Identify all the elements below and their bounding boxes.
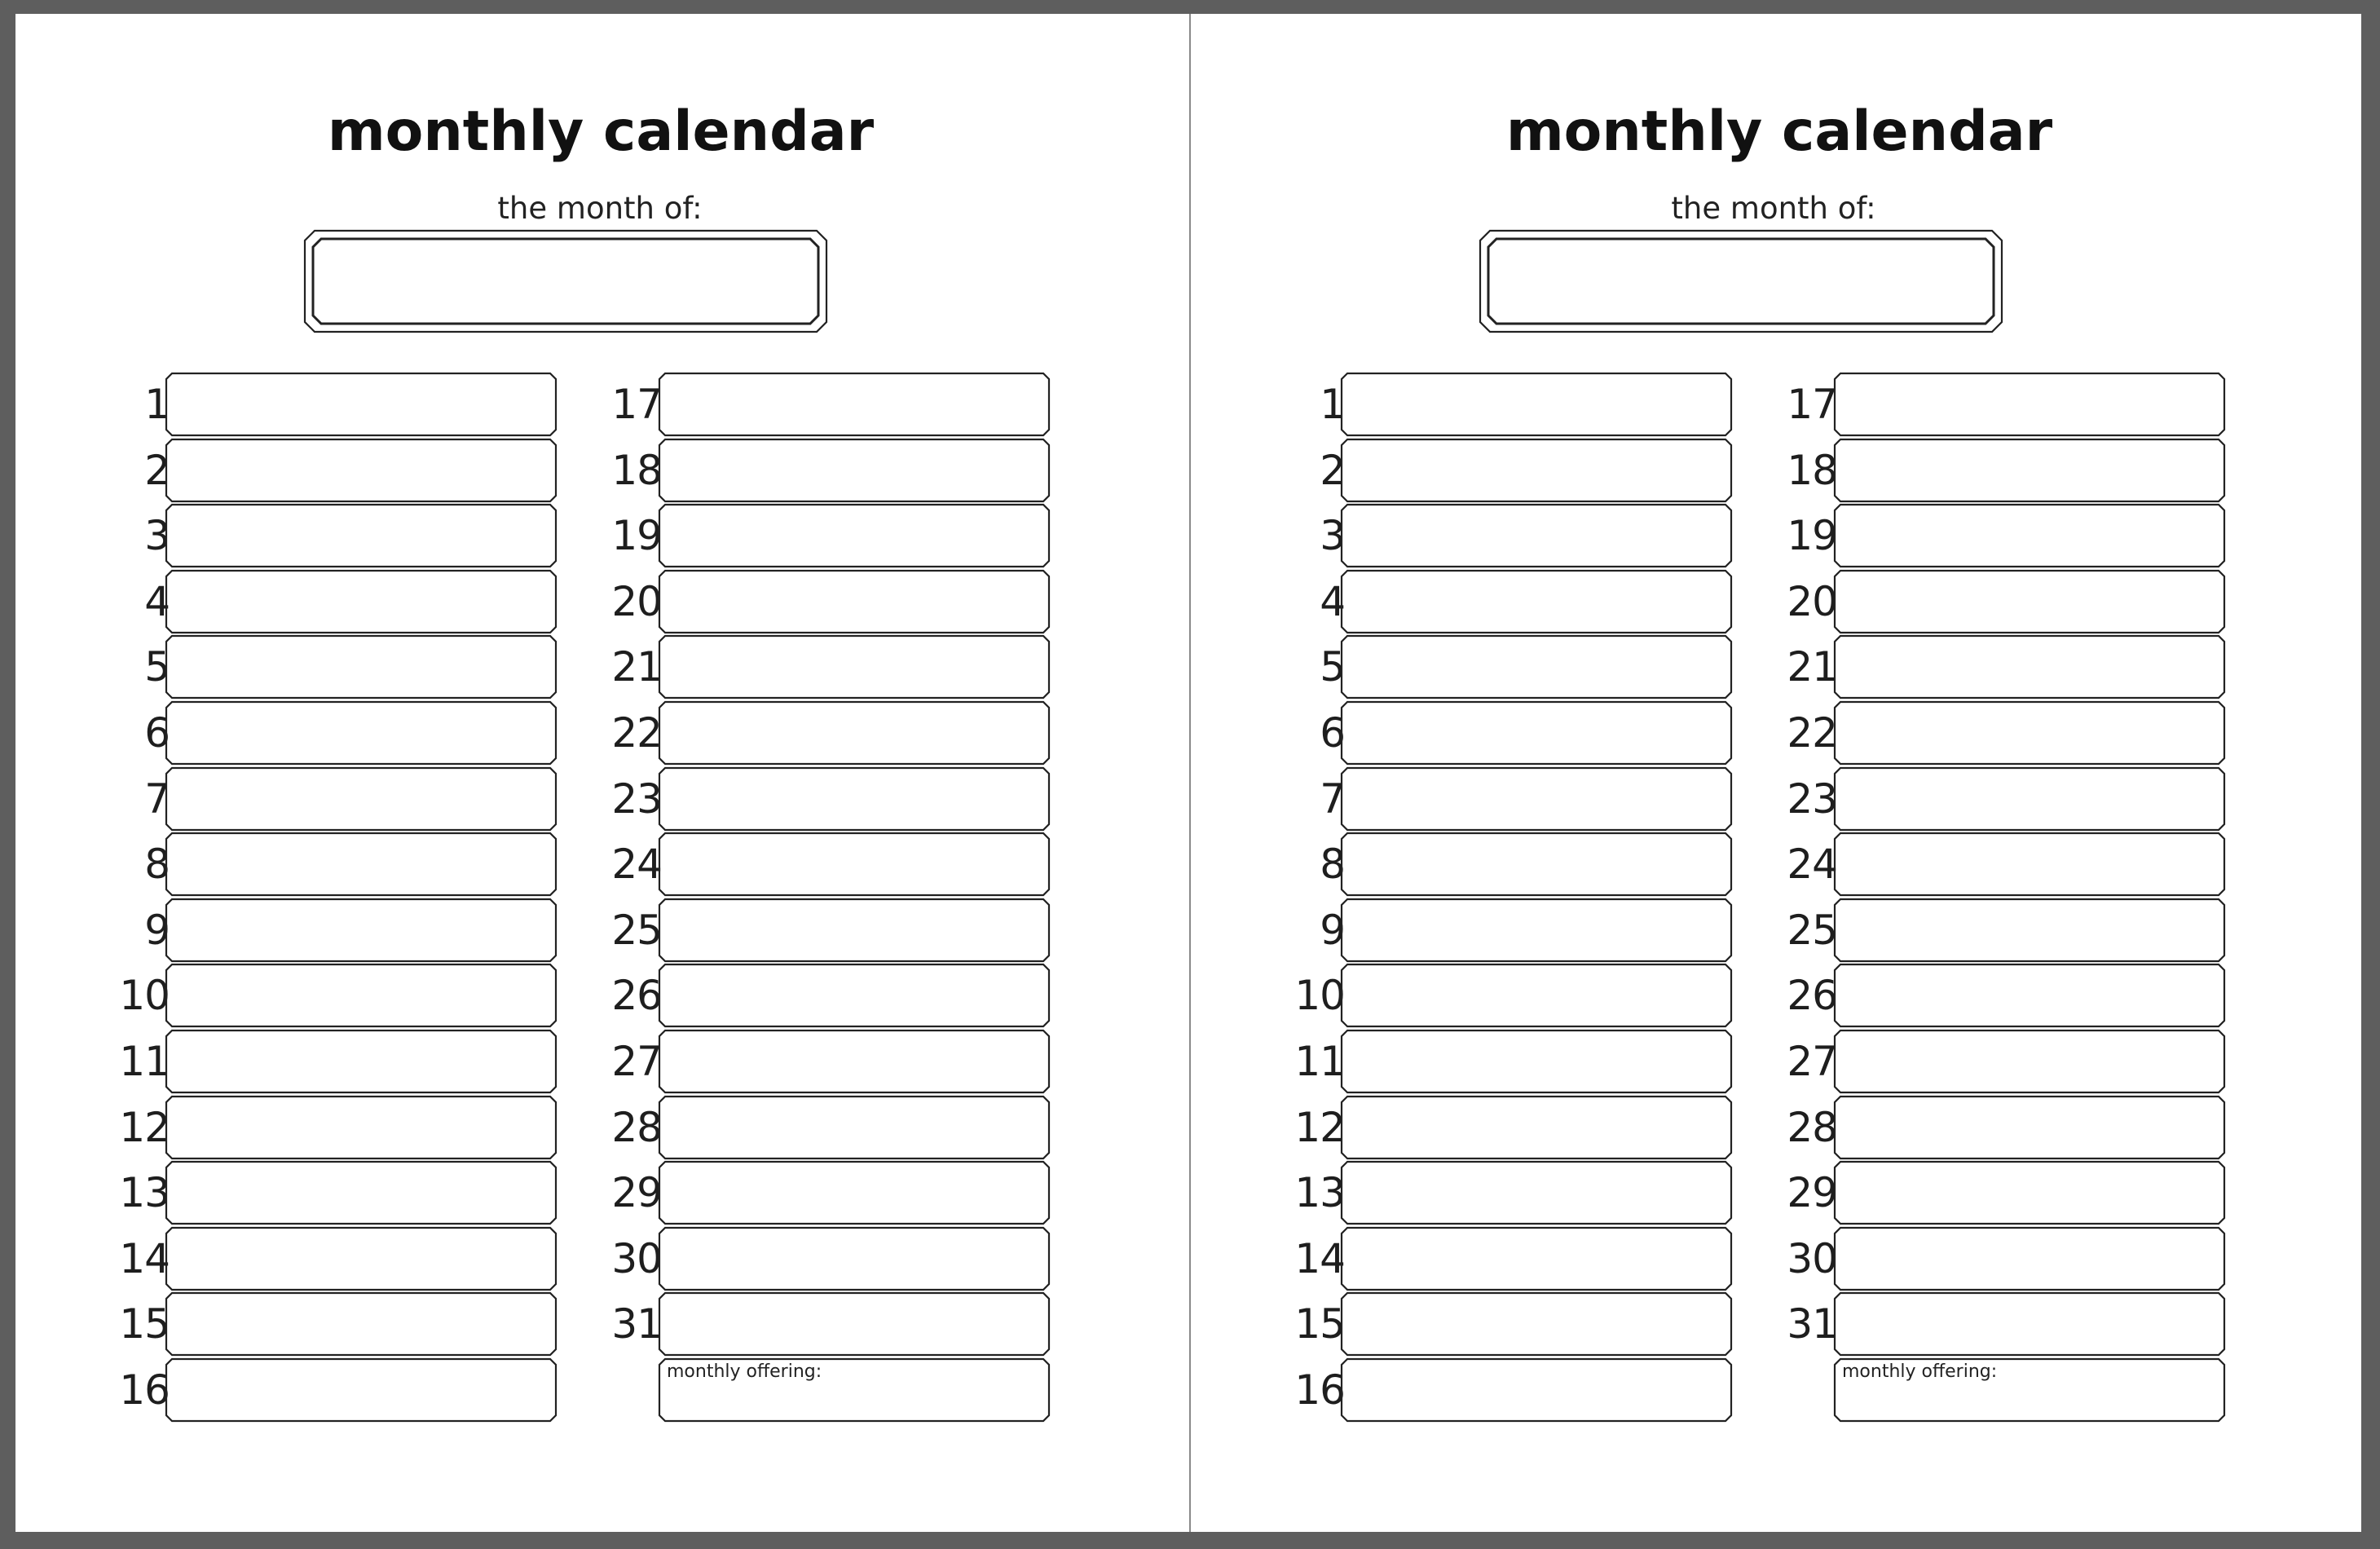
day-number: 3 — [144, 512, 170, 559]
day-number: 17 — [1787, 381, 1837, 428]
day-entry-field[interactable] — [166, 1228, 556, 1290]
day-number: 12 — [1294, 1104, 1345, 1151]
day-entry-field[interactable] — [166, 1097, 556, 1158]
day-entry-field[interactable] — [1342, 636, 1731, 698]
day-entry-field[interactable] — [1342, 1359, 1731, 1421]
day-number: 20 — [1787, 578, 1837, 625]
month-of-label: the month of: — [497, 191, 703, 226]
day-entry-field[interactable] — [166, 1359, 556, 1421]
day-entry-field[interactable] — [659, 439, 1049, 501]
day-entry-field[interactable] — [1342, 768, 1731, 830]
day-number: 7 — [1320, 775, 1345, 823]
day-entry-field[interactable] — [166, 505, 556, 567]
day-entry-field[interactable] — [1342, 702, 1731, 764]
day-number: 22 — [1787, 709, 1837, 757]
day-entry-field[interactable] — [659, 768, 1049, 830]
day-number: 2 — [1320, 447, 1345, 494]
day-number: 10 — [119, 972, 170, 1019]
day-entry-field[interactable] — [166, 964, 556, 1026]
day-number: 13 — [119, 1169, 170, 1216]
day-entry-field[interactable] — [1835, 1097, 2224, 1158]
calendar-page-2 — [1191, 14, 2365, 1532]
day-number: 6 — [1320, 709, 1345, 757]
day-number: 1 — [144, 381, 170, 428]
day-number: 31 — [611, 1300, 662, 1348]
day-number: 11 — [119, 1038, 170, 1085]
day-entry-field[interactable] — [1342, 1030, 1731, 1092]
day-number: 15 — [119, 1300, 170, 1348]
calendar-page-1 — [15, 14, 1189, 1532]
day-number: 31 — [1787, 1300, 1837, 1348]
day-entry-field[interactable] — [1835, 1228, 2224, 1290]
day-entry-field[interactable] — [166, 1162, 556, 1224]
day-number: 29 — [611, 1169, 662, 1216]
day-entry-field[interactable] — [1835, 768, 2224, 830]
day-entry-field[interactable] — [166, 571, 556, 633]
day-entry-field[interactable] — [166, 768, 556, 830]
day-number: 11 — [1294, 1038, 1345, 1085]
day-entry-field[interactable] — [659, 964, 1049, 1026]
day-number: 20 — [611, 578, 662, 625]
day-entry-field[interactable] — [659, 1293, 1049, 1355]
day-number: 4 — [1320, 578, 1345, 625]
day-entry-field[interactable] — [659, 1030, 1049, 1092]
day-entry-field[interactable] — [659, 1162, 1049, 1224]
day-number: 18 — [1787, 447, 1837, 494]
day-entry-field[interactable] — [166, 636, 556, 698]
day-entry-field[interactable] — [166, 1293, 556, 1355]
monthly-offering-label: monthly offering: — [1842, 1361, 1998, 1382]
day-number: 25 — [611, 907, 662, 954]
day-number: 15 — [1294, 1300, 1345, 1348]
day-number: 1 — [1320, 381, 1345, 428]
day-entry-field[interactable] — [1342, 833, 1731, 895]
day-entry-field[interactable] — [1835, 833, 2224, 895]
day-entry-field[interactable] — [1342, 1162, 1731, 1224]
day-entry-field[interactable] — [1835, 1030, 2224, 1092]
day-number: 19 — [1787, 512, 1837, 559]
day-number: 9 — [1320, 907, 1345, 954]
day-number: 16 — [1294, 1366, 1345, 1414]
day-entry-field[interactable] — [659, 702, 1049, 764]
day-number: 5 — [1320, 643, 1345, 691]
monthly-offering-field[interactable] — [659, 1359, 1049, 1421]
day-number: 10 — [1294, 972, 1345, 1019]
page-title: monthly calendar — [327, 99, 875, 164]
day-entry-field[interactable] — [1835, 571, 2224, 633]
day-entry-field[interactable] — [1342, 439, 1731, 501]
day-number: 6 — [144, 709, 170, 757]
day-number: 28 — [1787, 1104, 1837, 1151]
day-number: 13 — [1294, 1169, 1345, 1216]
day-number: 30 — [1787, 1235, 1837, 1282]
month-name-field[interactable] — [1480, 231, 2002, 332]
day-number: 26 — [611, 972, 662, 1019]
calendar-spread — [15, 14, 2361, 1532]
day-number: 4 — [144, 578, 170, 625]
day-number: 30 — [611, 1235, 662, 1282]
day-number: 18 — [611, 447, 662, 494]
day-entry-field[interactable] — [659, 1097, 1049, 1158]
day-number: 14 — [119, 1235, 170, 1282]
day-entry-field[interactable] — [1835, 373, 2224, 435]
day-entry-field[interactable] — [166, 439, 556, 501]
day-number: 14 — [1294, 1235, 1345, 1282]
day-entry-field[interactable] — [659, 899, 1049, 961]
day-number: 21 — [1787, 643, 1837, 691]
day-number: 27 — [1787, 1038, 1837, 1085]
page-title: monthly calendar — [1505, 99, 2053, 164]
day-number: 21 — [611, 643, 662, 691]
day-number: 28 — [611, 1104, 662, 1151]
day-entry-field[interactable] — [659, 1228, 1049, 1290]
day-number: 7 — [144, 775, 170, 823]
day-entry-field[interactable] — [1342, 964, 1731, 1026]
day-entry-field[interactable] — [659, 636, 1049, 698]
day-entry-field[interactable] — [1342, 505, 1731, 567]
day-number: 5 — [144, 643, 170, 691]
day-number: 26 — [1787, 972, 1837, 1019]
day-entry-field[interactable] — [1835, 439, 2224, 501]
day-entry-field[interactable] — [1835, 702, 2224, 764]
day-entry-field[interactable] — [166, 833, 556, 895]
day-number: 23 — [1787, 775, 1837, 823]
day-entry-field[interactable] — [1342, 1228, 1731, 1290]
day-entry-field[interactable] — [1835, 964, 2224, 1026]
day-number: 16 — [119, 1366, 170, 1414]
day-entry-field[interactable] — [1835, 1293, 2224, 1355]
day-number: 29 — [1787, 1169, 1837, 1216]
day-entry-field[interactable] — [1342, 571, 1731, 633]
day-entry-field[interactable] — [1835, 636, 2224, 698]
day-entry-field[interactable] — [1835, 505, 2224, 567]
day-number: 22 — [611, 709, 662, 757]
day-number: 8 — [1320, 841, 1345, 888]
day-entry-field[interactable] — [1342, 1293, 1731, 1355]
day-entry-field[interactable] — [659, 373, 1049, 435]
day-number: 19 — [611, 512, 662, 559]
day-number: 8 — [144, 841, 170, 888]
day-entry-field[interactable] — [166, 373, 556, 435]
month-name-field[interactable] — [305, 231, 826, 332]
day-number: 25 — [1787, 907, 1837, 954]
month-of-label: the month of: — [1671, 191, 1876, 226]
day-number: 17 — [611, 381, 662, 428]
monthly-offering-label: monthly offering: — [667, 1361, 822, 1382]
day-entry-field[interactable] — [1835, 1162, 2224, 1224]
day-number: 3 — [1320, 512, 1345, 559]
day-number: 27 — [611, 1038, 662, 1085]
day-entry-field[interactable] — [1342, 899, 1731, 961]
day-entry-field[interactable] — [166, 702, 556, 764]
day-entry-field[interactable] — [166, 1030, 556, 1092]
day-entry-field[interactable] — [659, 505, 1049, 567]
day-number: 12 — [119, 1104, 170, 1151]
day-entry-field[interactable] — [166, 899, 556, 961]
day-entry-field[interactable] — [1835, 899, 2224, 961]
day-entry-field[interactable] — [659, 571, 1049, 633]
day-number: 24 — [611, 841, 662, 888]
day-number: 9 — [144, 907, 170, 954]
day-entry-field[interactable] — [659, 833, 1049, 895]
day-number: 2 — [144, 447, 170, 494]
day-number: 24 — [1787, 841, 1837, 888]
day-entry-field[interactable] — [1342, 1097, 1731, 1158]
monthly-offering-field[interactable] — [1835, 1359, 2224, 1421]
day-number: 23 — [611, 775, 662, 823]
day-entry-field[interactable] — [1342, 373, 1731, 435]
